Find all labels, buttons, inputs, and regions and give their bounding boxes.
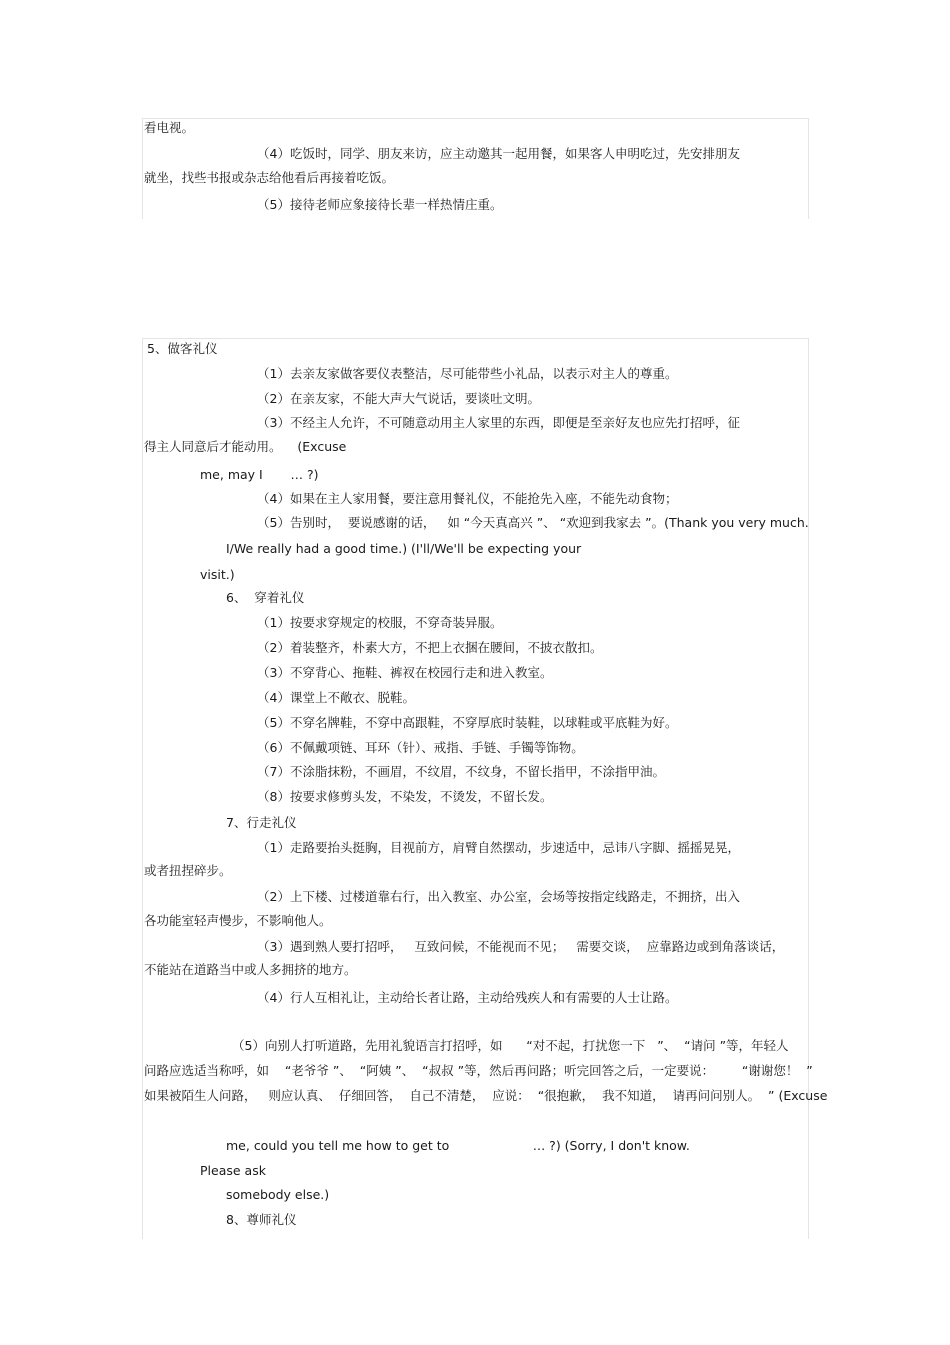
text-line: （8）按要求修剪头发，不染发，不烫发，不留长发。	[257, 789, 553, 804]
text-line: （2）在亲友家，不能大声大气说话，要谈吐文明。	[257, 391, 540, 406]
text-line: （5）接待老师应象接待长辈一样热情庄重。	[257, 197, 503, 212]
text-line: （3）不经主人允许，不可随意动用主人家里的东西，即便是至亲好友也应先打招呼，征	[257, 415, 740, 430]
text-line: visit.)	[200, 567, 235, 582]
text-line: 如果被陌生人问路， 则应认真、 仔细回答， 自己不清楚， 应说： “很抱歉， 我不知道， 请再问问别人。 ” (Excuse	[144, 1088, 828, 1103]
text-line: （1）按要求穿规定的校服，不穿奇装异服。	[257, 615, 503, 630]
section-heading: 8、尊师礼仪	[226, 1212, 297, 1227]
text-line: 看电视。	[144, 120, 195, 135]
text-line: I/We really had a good time.) (I'll/We'll be expecting your	[226, 541, 582, 556]
text-line: （5）不穿名牌鞋，不穿中高跟鞋，不穿厚底时装鞋，以球鞋或平底鞋为好。	[257, 715, 678, 730]
text-line: 或者扭捏碎步。	[144, 863, 232, 878]
text-line: 就坐，找些书报或杂志给他看后再接着吃饭。	[144, 170, 395, 185]
text-line: （2）着装整齐，朴素大方，不把上衣捆在腰间，不披衣散扣。	[257, 640, 603, 655]
text-line: Please ask	[200, 1163, 266, 1178]
text-line: （4）课堂上不敞衣、脱鞋。	[257, 690, 415, 705]
text-line: （4）行人互相礼让，主动给长者让路，主动给残疾人和有需要的人士让路。	[257, 990, 678, 1005]
text-line: （3）不穿背心、拖鞋、裤衩在校园行走和进入教室。	[257, 665, 553, 680]
text-line: （6）不佩戴项链、耳环（针）、戒指、手链、手镯等饰物。	[257, 740, 584, 755]
section-heading: 5、做客礼仪	[147, 341, 218, 356]
text-line: （5）告别时， 要说感谢的话， 如 “今天真高兴 ”、 “欢迎到我家去 ”。(Thank you very much.	[257, 515, 809, 530]
text-line: me, may I … ?)	[200, 467, 319, 482]
text-line: （3）遇到熟人要打招呼， 互致问候，不能视而不见； 需要交谈， 应靠路边或到角落谈话，	[257, 939, 785, 954]
text-line: somebody else.)	[226, 1187, 330, 1202]
text-line: （2）上下楼、过楼道靠右行，出入教室、办公室，会场等按指定线路走，不拥挤，出入	[257, 889, 740, 904]
text-line: （1）走路要抬头挺胸，目视前方，肩臂自然摆动，步速适中，忌讳八字脚、摇摇晃晃，	[257, 840, 740, 855]
text-line: 各功能室轻声慢步，不影响他人。	[144, 913, 332, 928]
text-line: （5）向别人打听道路，先用礼貌语言打招呼，如 “对不起，打扰您一下 ”、 “请问 ”等，年轻人	[232, 1038, 789, 1053]
text-line: （1）去亲友家做客要仪表整洁，尽可能带些小礼品，以表示对主人的尊重。	[257, 366, 678, 381]
section-heading: 7、行走礼仪	[226, 815, 297, 830]
text-line: me, could you tell me how to get to … ?) (Sorry, I don't know.	[226, 1138, 690, 1153]
text-line: 问路应选适当称呼，如 “老爷爷 ”、 “阿姨 ”、 “叔叔 ”等，然后再问路；听完回答之后，一定要说： “谢谢您！ ”	[144, 1063, 813, 1078]
text-line: （4）吃饭时，同学、朋友来访，应主动邀其一起用餐，如果客人申明吃过，先安排朋友	[257, 146, 740, 161]
text-line: （4）如果在主人家用餐，要注意用餐礼仪，不能抢先入座，不能先动食物；	[257, 491, 678, 506]
text-line: 得主人同意后才能动用。 (Excuse	[144, 439, 347, 454]
text-line: （7）不涂脂抹粉，不画眉，不纹眉，不纹身，不留长指甲，不涂指甲油。	[257, 764, 665, 779]
section-heading: 6、 穿着礼仪	[226, 590, 305, 605]
text-line: 不能站在道路当中或人多拥挤的地方。	[144, 962, 357, 977]
